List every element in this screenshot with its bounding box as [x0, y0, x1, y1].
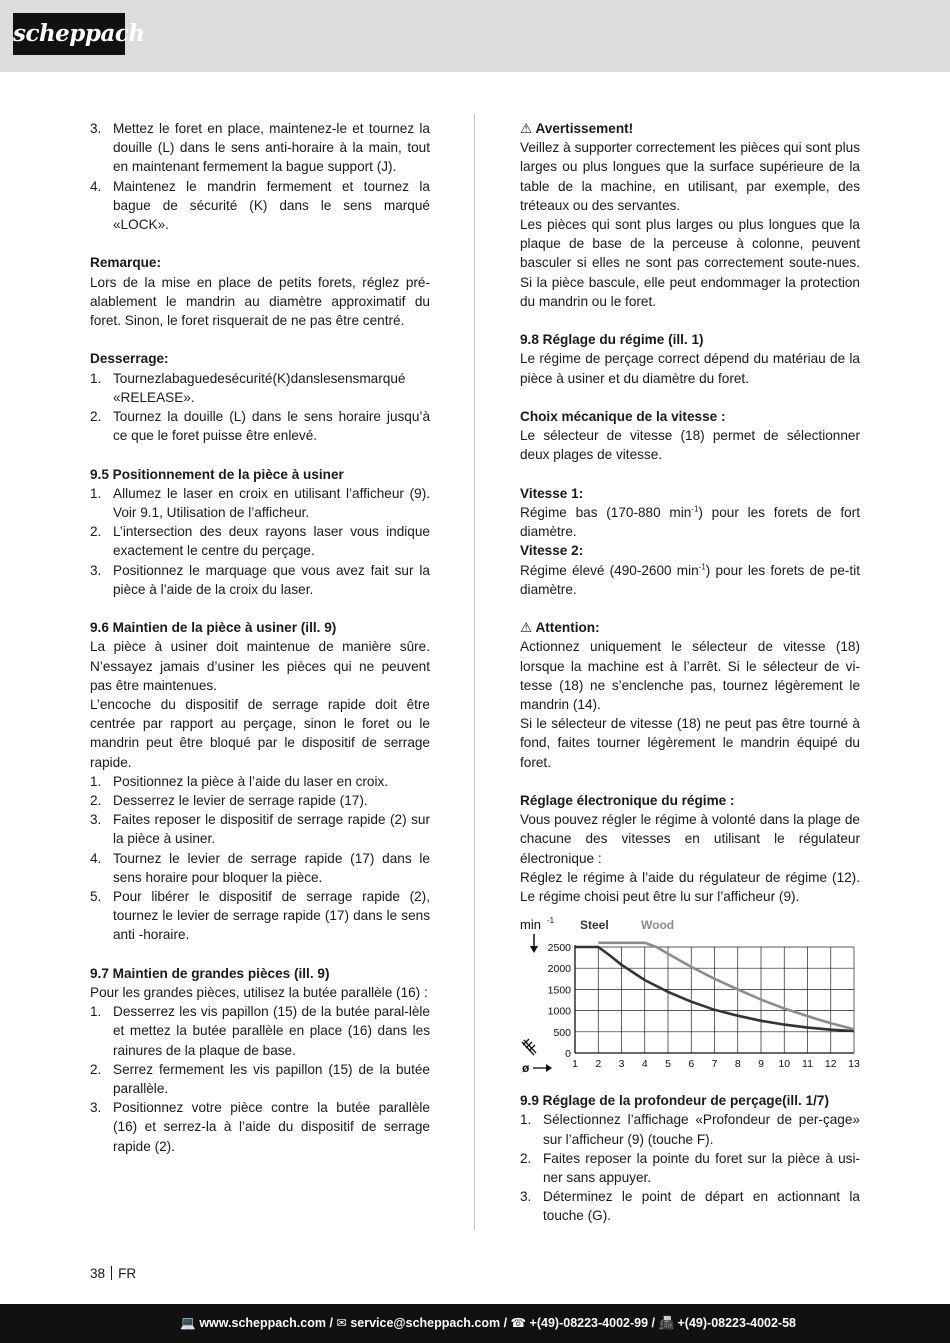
x-tick-label: 3	[618, 1058, 625, 1071]
speed-choice-heading: Choix mécanique de la vitesse :	[520, 409, 726, 425]
list-item	[90, 484, 430, 522]
list-item-number: 3.	[90, 812, 102, 828]
desserrage-heading: Desserrage:	[90, 351, 169, 367]
section-9-5-list	[90, 484, 430, 599]
list-item	[520, 1110, 860, 1148]
x-tick-label: 1	[572, 1058, 578, 1071]
list-item-number: 1.	[90, 1004, 102, 1020]
section-9-6-heading: 9.6 Maintien de la pièce à usiner (ill. 9)	[90, 620, 337, 636]
section-9-7-paragraph: Pour les grandes pièces, utilisez la butée parallèle (16) :	[90, 985, 428, 1001]
list-item-text: Desserrez le levier de serrage rapide (17).	[113, 793, 368, 809]
list-item	[90, 561, 430, 599]
speed-1-heading: Vitesse 1:	[520, 485, 584, 501]
list-item-text: Allumez le laser en croix en utilisant l’afficheur (9). Voir 9.1, Utilisation de l’afficheur.	[113, 485, 430, 521]
speed-chart-svg	[520, 917, 865, 1079]
list-item-number: 4.	[90, 178, 102, 194]
remarque-heading: Remarque:	[90, 255, 162, 271]
list-item-number: 4.	[90, 850, 102, 866]
y-tick-label: 2000	[547, 963, 571, 976]
x-tick-label: 9	[758, 1058, 764, 1071]
section-9-6-paragraph: L’encoche du dispositif de serrage rapide doit être centrée par rapport au perçage, sinon le foret ou le mandrin peut être bloqué par le dispositif de serrage rapide.	[90, 697, 430, 770]
x-tick-label: 7	[711, 1058, 718, 1071]
x-tick-label: 8	[734, 1058, 741, 1071]
list-item-number: 3.	[520, 1189, 532, 1205]
remarque-text: Lors de la mise en place de petits forets, réglez pré-alablement le mandrin au diamètre approximatif du foret. Sinon, le foret risquerait de ne pas être centré.	[90, 274, 430, 329]
y-tick-label: 0	[565, 1048, 571, 1061]
list-item-text: Faites reposer le dispositif de serrage rapide (2) sur la pièce à usiner.	[113, 812, 430, 847]
list-item	[90, 369, 430, 407]
list-item	[90, 1098, 430, 1156]
list-item-number: 1.	[90, 370, 102, 386]
brand-logo: scheppach	[13, 13, 125, 55]
list-item	[90, 119, 430, 177]
list-item-text: Maintenez le mandrin fermement et tournez la bague de sécurité (K) dans le sens marqué «LOCK».	[113, 178, 430, 233]
x-tick-label: 11	[802, 1058, 813, 1071]
list-item	[90, 177, 430, 235]
attention-paragraph: Si le sélecteur de vitesse (18) ne peut pas être tourné à fond, faites tourner légèrement le mandrin équipé du foret.	[520, 716, 860, 770]
list-item-text: Serrez fermement les vis papillon (15) de la butée parallèle.	[113, 1061, 430, 1097]
section-9-8-paragraph: Le régime de perçage correct dépend du matériau de la pièce à usiner et du diamètre du foret.	[520, 351, 860, 386]
speed-2-text: Régime élevé (490-2600 $\min^{-1}$) pour les forets de pe-tit diamètre.	[520, 562, 860, 597]
attention-heading: ⚠ Attention:	[520, 620, 600, 636]
steps-list	[90, 119, 430, 234]
list-item-number: 2.	[90, 409, 102, 425]
warning-paragraph: Les pièces qui sont plus larges ou plus longues que la plaque de base de la perceuse à colonne, peuvent basculer si elles ne sont pas correctement soute-nues. Si la pièce bascule, elle peut endommager la protection du mandrin ou le foret.	[520, 217, 860, 309]
y-arrow-head-icon	[530, 946, 538, 953]
list-item-text: Mettez le foret en place, maintenez-le et tournez la douille (L) dans le sens anti-horaire à la main, tout en maintenant fermement la bague support (J).	[113, 121, 430, 175]
list-item	[90, 522, 430, 560]
list-item	[90, 772, 430, 791]
list-item	[90, 791, 430, 810]
page-number	[90, 1266, 136, 1281]
electronic-paragraph: Réglez le régime à l’aide du régulateur de régime (12). Le régime choisi peut être lu sur l’afficheur (9).	[520, 869, 860, 905]
list-item-number: 3.	[90, 562, 102, 578]
page-footer	[0, 1304, 950, 1343]
legend-label-steel: Steel	[580, 918, 609, 933]
list-item-number: 1.	[90, 773, 102, 789]
list-item-text: Desserrez les vis papillon (15) de la butée paral-lèle et mettez la butée parallèle en place (16) dans les rainures de la plaque de base.	[113, 1004, 430, 1058]
y-tick-label: 2500	[547, 942, 571, 955]
list-item-text: L’intersection des deux rayons laser vous indique exactement le centre du perçage.	[113, 524, 430, 559]
electronic-heading: Réglage électronique du régime :	[520, 793, 735, 809]
x-tick-label: 5	[665, 1058, 671, 1071]
speed-1-text: Régime bas (170-880 $\min^{-1}$) pour les forets de fort diamètre.	[520, 504, 860, 540]
list-item-text: Tournezlabaguedesécurité(K)danslesensmarqué «RELEASE».	[113, 370, 406, 405]
list-item-text: Positionnez la pièce à l’aide du laser en croix.	[113, 773, 389, 789]
list-item-text: Faites reposer la pointe du foret sur la pièce à usi-ner sans appuyer.	[543, 1150, 860, 1186]
electronic-paragraph: Vous pouvez régler le régime à volonté dans la plage de chacune des vitesses en utilisant le régulateur électronique :	[520, 812, 860, 866]
column-divider	[474, 114, 475, 1230]
list-item-text: Déterminez le point de départ en actionnant la touche (G).	[543, 1189, 860, 1224]
x-tick-label: 4	[641, 1058, 648, 1071]
x-tick-label: 10	[778, 1058, 791, 1071]
list-item	[90, 1002, 430, 1060]
attention-paragraph: Actionnez uniquement le sélecteur de vitesse (18) lorsque la machine est à l’arrêt. Si le sélecteur de vi-tesse (18) ne s’enclenche pas, tournez légèrement le mandrin (14).	[520, 639, 860, 713]
list-item-number: 2.	[90, 793, 102, 809]
speed-chart	[520, 917, 865, 1079]
warning-heading: ⚠ Avertissement!	[520, 121, 634, 136]
list-item-text: Positionnez votre pièce contre la butée parallèle (16) et serrez-la à l’aide du dispositif de serrage rapide (2).	[113, 1100, 430, 1154]
page-header	[0, 0, 950, 72]
list-item-text: Tournez le levier de serrage rapide (17) dans le sens horaire pour bloquer la pièce.	[113, 850, 430, 885]
list-item	[90, 810, 430, 848]
list-item-number: 2.	[90, 1061, 102, 1077]
section-9-6-list	[90, 772, 430, 945]
section-9-7-heading: 9.7 Maintien de grandes pièces (ill. 9)	[90, 965, 330, 981]
list-item-number: 5.	[90, 889, 102, 905]
list-item	[90, 849, 430, 887]
drill-bit-icon	[522, 1039, 536, 1055]
legend-label-wood: Wood	[641, 918, 675, 933]
x-tick-label: 12	[824, 1058, 837, 1071]
x-arrow-head-icon	[546, 1064, 552, 1072]
y-tick-label: 1000	[547, 1005, 571, 1018]
section-9-6-paragraph: La pièce à usiner doit maintenue de manière sûre. N’essayez jamais d’usiner les pièces qui ne peuvent pas être maintenues.	[90, 639, 430, 693]
list-item-text: Pour libérer le dispositif de serrage rapide (2), tournez le levier de serrage rapide (17) dans le sens anti -horaire.	[113, 889, 430, 943]
y-axis-label-exponent: -1	[547, 917, 555, 926]
section-9-9-heading: 9.9 Réglage de la profondeur de perçage(ill. 1/7)	[520, 1093, 829, 1109]
list-item-number: 3.	[90, 1100, 102, 1116]
footer-contact: 💻 www.scheppach.com / ✉ service@scheppach.com / ☎ +(49)-08223-4002-99 / 📠 +(49)-08223-4002-58	[180, 1316, 796, 1330]
left-column	[90, 119, 430, 1156]
list-item	[90, 887, 430, 945]
x-tick-label: 6	[688, 1058, 695, 1071]
list-item	[90, 407, 430, 445]
list-item-text: Tournez la douille (L) dans le sens horaire jusqu’à ce que le foret puisse être enlevé.	[113, 409, 430, 444]
list-item-number: 2.	[90, 524, 102, 540]
desserrage-list	[90, 369, 430, 446]
speed-2-heading: Vitesse 2:	[520, 543, 584, 559]
x-tick-label: 13	[848, 1058, 860, 1071]
list-item	[520, 1149, 860, 1187]
x-axis-label: ø	[522, 1061, 530, 1076]
warning-paragraph: Veillez à supporter correctement les pièces qui sont plus larges ou plus longues que la surface supérieure de la table de la machine, en utilisant, par exemple, des tréteaux ou des servantes.	[520, 140, 860, 213]
section-9-5-heading: 9.5 Positionnement de la pièce à usiner	[90, 466, 344, 482]
list-item	[90, 1060, 430, 1098]
x-tick-label: 2	[595, 1058, 602, 1071]
speed-choice-paragraph: Le sélecteur de vitesse (18) permet de sélectionner deux plages de vitesse.	[520, 428, 860, 463]
y-tick-label: 500	[553, 1027, 571, 1040]
page-number-value: 38	[90, 1266, 106, 1281]
right-column	[520, 119, 860, 1226]
section-9-9-list	[520, 1110, 860, 1225]
list-item-number: 1.	[520, 1112, 532, 1128]
list-item-text: Sélectionnez l’affichage «Profondeur de per-çage» sur l’afficheur (9) (touche F).	[543, 1112, 860, 1147]
list-item-number: 1.	[90, 485, 102, 501]
page-language: FR	[118, 1266, 137, 1281]
list-item	[520, 1187, 860, 1225]
section-9-8-heading: 9.8 Réglage du régime (ill. 1)	[520, 332, 704, 348]
section-9-7-list	[90, 1002, 430, 1156]
series-line-wood	[598, 943, 854, 1030]
list-item-number: 2.	[520, 1150, 532, 1166]
list-item-number: 3.	[90, 121, 102, 136]
list-item-text: Positionnez le marquage que vous avez fait sur la pièce à l’aide de la croix du laser.	[113, 562, 430, 597]
y-tick-label: 1500	[547, 984, 571, 997]
y-axis-label: min	[520, 917, 541, 933]
